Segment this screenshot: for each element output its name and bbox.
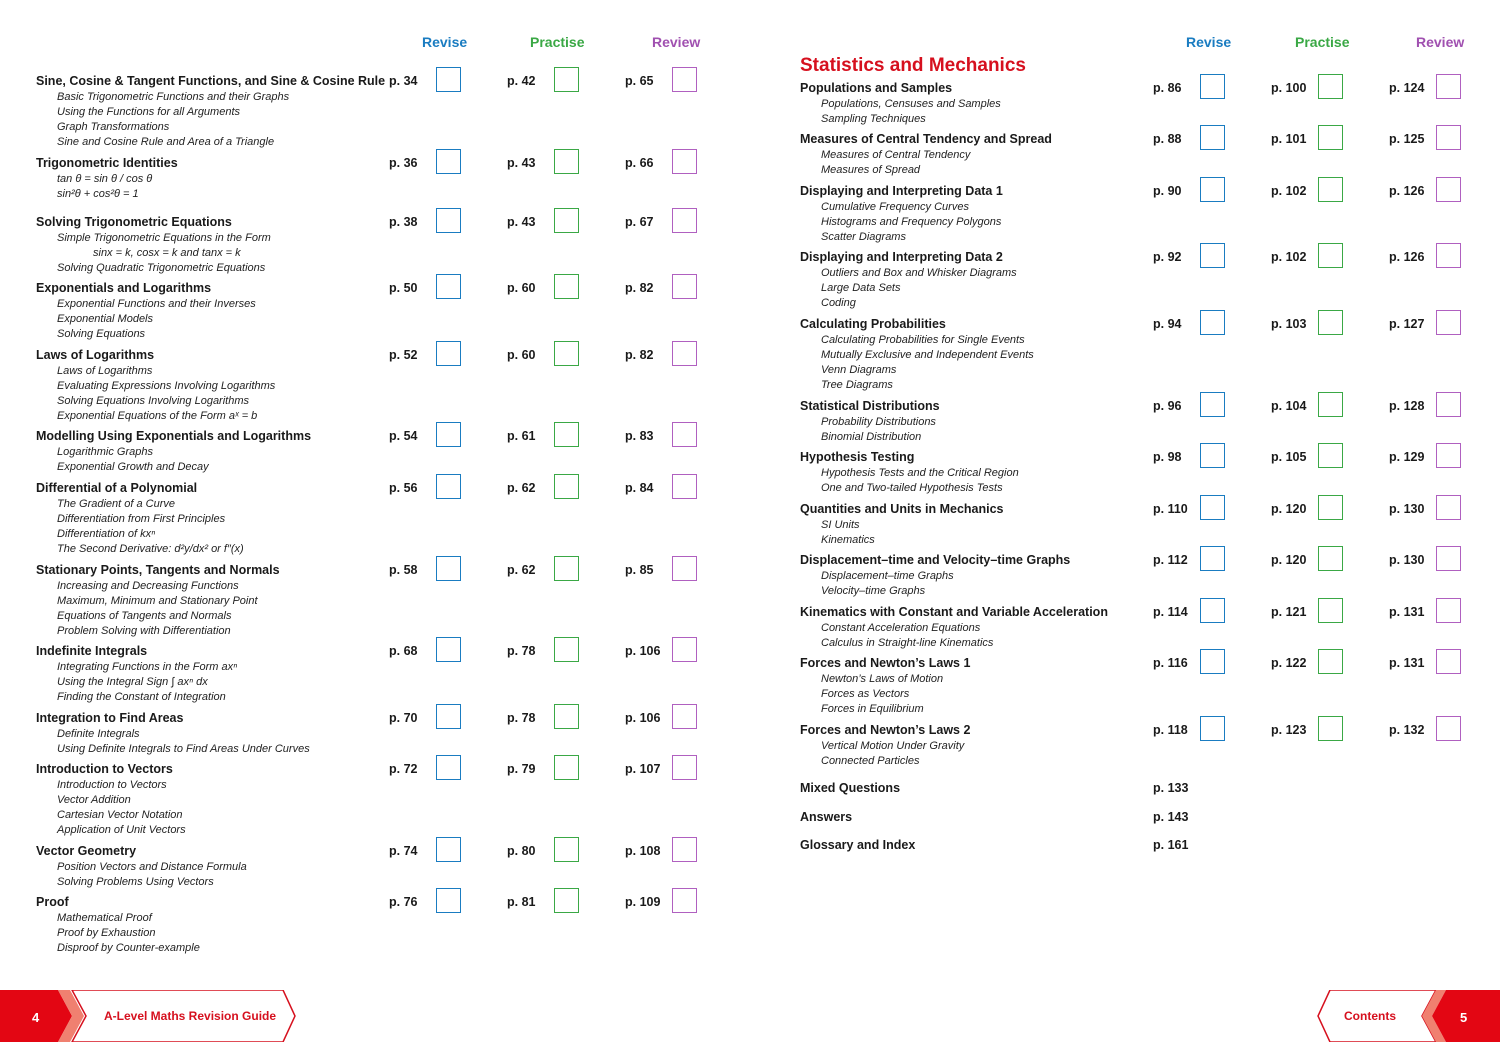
subtopic: Tree Diagrams [821, 379, 893, 392]
practise-checkbox[interactable] [554, 888, 579, 913]
review-page: p. 107 [625, 762, 661, 776]
topic-title: Indefinite Integrals [36, 644, 148, 658]
practise-page: p. 123 [1271, 723, 1307, 737]
review-page: p. 126 [1389, 250, 1425, 264]
subtopic: Equations of Tangents and Normals [57, 610, 232, 623]
subtopic: Venn Diagrams [821, 364, 897, 377]
review-page: p. 131 [1389, 605, 1425, 619]
revise-page: p. 72 [389, 762, 418, 776]
practise-checkbox[interactable] [554, 755, 579, 780]
subtopic: Cumulative Frequency Curves [821, 201, 969, 213]
subtopic: Maximum, Minimum and Stationary Point [57, 595, 258, 608]
subtopic: Constant Acceleration Equations [821, 622, 981, 634]
revise-page: p. 88 [1153, 132, 1182, 146]
review-page: p. 130 [1389, 502, 1425, 516]
subtopic: Vector Addition [57, 794, 131, 807]
subtopic: Vertical Motion Under Gravity [821, 740, 965, 752]
revise-checkbox[interactable] [1200, 546, 1225, 571]
practise-page: p. 121 [1271, 605, 1307, 619]
review-checkbox[interactable] [1436, 443, 1461, 468]
revise-page: p. 50 [389, 281, 418, 295]
revise-page: p. 86 [1153, 81, 1182, 95]
practise-checkbox[interactable] [1318, 598, 1343, 623]
practise-checkbox[interactable] [554, 208, 579, 233]
practise-page: p. 60 [507, 348, 536, 362]
review-page: p. 83 [625, 429, 654, 443]
review-checkbox[interactable] [1436, 546, 1461, 571]
subtopic: Introduction to Vectors [57, 779, 167, 791]
subtopic: Forces in Equilibrium [821, 703, 924, 716]
topic-title: Differential of a Polynomial [36, 481, 198, 495]
review-checkbox[interactable] [672, 67, 697, 92]
topic-title: Modelling Using Exponentials and Logarithms [36, 429, 312, 443]
topic-subtopics [821, 672, 943, 717]
subtopic: Probability Distributions [821, 416, 936, 428]
subtopic: Hypothesis Tests and the Critical Region [821, 467, 1019, 479]
topic-title: Displacement–time and Velocity–time Graphs [800, 553, 1071, 567]
revise-page: p. 114 [1153, 605, 1188, 619]
subtopic: Kinematics [821, 534, 875, 547]
topic-subtopics [57, 231, 271, 276]
revise-checkbox[interactable] [1200, 177, 1225, 202]
subtopic: Logarithmic Graphs [57, 446, 153, 458]
subtopic: SI Units [821, 519, 860, 531]
review-page: p. 130 [1389, 553, 1425, 567]
topic-subtopics [57, 445, 209, 475]
revise-page: p. 116 [1153, 656, 1188, 670]
subtopic: Differentiation of kxⁿ [57, 528, 156, 541]
review-checkbox[interactable] [1436, 716, 1461, 741]
subtopic: Exponential Growth and Decay [57, 461, 209, 474]
topic-title: Trigonometric Identities [36, 156, 178, 170]
review-checkbox[interactable] [672, 208, 697, 233]
topic-title: Displaying and Interpreting Data 2 [800, 250, 1003, 264]
topic-subtopics [821, 97, 1001, 127]
review-page: p. 106 [625, 711, 661, 725]
practise-checkbox[interactable] [554, 837, 579, 862]
extra-page: p. 143 [1153, 810, 1189, 824]
subtopic: Definite Integrals [57, 728, 140, 740]
practise-checkbox[interactable] [554, 422, 579, 447]
revise-checkbox[interactable] [436, 474, 461, 499]
practise-page: p. 102 [1271, 184, 1307, 198]
review-checkbox[interactable] [672, 274, 697, 299]
revise-page: p. 56 [389, 481, 418, 495]
practise-page: p. 100 [1271, 81, 1307, 95]
revise-page: p. 90 [1153, 184, 1182, 198]
review-checkbox[interactable] [1436, 649, 1461, 674]
revise-page: p. 98 [1153, 450, 1182, 464]
practise-checkbox[interactable] [1318, 392, 1343, 417]
revise-page: p. 96 [1153, 399, 1182, 413]
extra-title: Glossary and Index [800, 838, 916, 852]
subtopic: Calculating Probabilities for Single Events [821, 334, 1025, 346]
practise-checkbox[interactable] [554, 556, 579, 581]
topic-subtopics [57, 297, 256, 342]
review-checkbox[interactable] [672, 837, 697, 862]
review-page: p. 106 [625, 644, 661, 658]
subtopic: Mathematical Proof [57, 912, 152, 924]
practise-page: p. 79 [507, 762, 536, 776]
revise-page: p. 76 [389, 895, 418, 909]
topic-subtopics [821, 333, 1034, 393]
topic-title: Integration to Find Areas [36, 711, 184, 725]
review-page: p. 67 [625, 215, 654, 229]
topic-title: Populations and Samples [800, 81, 953, 95]
revise-checkbox[interactable] [436, 556, 461, 581]
revise-page: p. 38 [389, 215, 418, 229]
review-checkbox[interactable] [672, 341, 697, 366]
subtopic: Solving Equations Involving Logarithms [57, 395, 250, 408]
revise-checkbox[interactable] [436, 149, 461, 174]
subtopic: Disproof by Counter-example [57, 942, 200, 955]
revise-checkbox[interactable] [436, 208, 461, 233]
subtopic: Solving Equations [57, 328, 146, 341]
topic-subtopics [57, 172, 152, 202]
practise-checkbox[interactable] [554, 637, 579, 662]
practise-page: p. 80 [507, 844, 536, 858]
topic-title: Measures of Central Tendency and Spread [800, 132, 1052, 146]
review-page: p. 84 [625, 481, 654, 495]
review-page: p. 126 [1389, 184, 1425, 198]
subtopic: Problem Solving with Differentiation [57, 625, 231, 638]
footer-left-title: A-Level Maths Revision Guide [104, 1009, 277, 1023]
practise-page: p. 120 [1271, 502, 1307, 516]
revise-checkbox[interactable] [1200, 716, 1225, 741]
subtopic: Using the Integral Sign ∫ axⁿ dx [57, 676, 208, 689]
practise-checkbox[interactable] [554, 341, 579, 366]
review-header-left: Review [652, 34, 701, 50]
subtopic: Scatter Diagrams [821, 231, 906, 244]
review-page: p. 132 [1389, 723, 1425, 737]
topic-subtopics [821, 621, 993, 651]
revise-page: p. 68 [389, 644, 418, 658]
revise-header-right: Revise [1186, 34, 1232, 50]
practise-checkbox[interactable] [1318, 310, 1343, 335]
practise-checkbox[interactable] [1318, 125, 1343, 150]
practise-page: p. 120 [1271, 553, 1307, 567]
revise-checkbox[interactable] [1200, 310, 1225, 335]
topic-subtopics [821, 739, 964, 769]
subtopic: Large Data Sets [821, 282, 901, 295]
practise-page: p. 62 [507, 481, 536, 495]
subtopic: Connected Particles [821, 755, 920, 768]
topic-subtopics [57, 364, 275, 424]
review-page: p. 127 [1389, 317, 1425, 331]
topic-title: Quantities and Units in Mechanics [800, 502, 1004, 516]
subtopic: Simple Trigonometric Equations in the Form [57, 232, 271, 244]
subtopic: Application of Unit Vectors [57, 824, 186, 837]
revise-checkbox[interactable] [436, 67, 461, 92]
practise-page: p. 61 [507, 429, 536, 443]
review-page: p. 66 [625, 156, 654, 170]
topic-title: Statistical Distributions [800, 399, 940, 413]
practise-checkbox[interactable] [554, 274, 579, 299]
practise-checkbox[interactable] [1318, 649, 1343, 674]
review-checkbox[interactable] [1436, 392, 1461, 417]
topic-title: Solving Trigonometric Equations [36, 215, 232, 229]
revise-page: p. 54 [389, 429, 418, 443]
review-checkbox[interactable] [672, 149, 697, 174]
subtopic: The Second Derivative: d²y/dx² or f″(x) [57, 543, 244, 556]
topic-subtopics [821, 466, 1019, 496]
subtopic: Solving Quadratic Trigonometric Equations [57, 262, 266, 275]
revise-checkbox[interactable] [1200, 125, 1225, 150]
revise-page: p. 70 [389, 711, 418, 725]
practise-page: p. 104 [1271, 399, 1307, 413]
revise-checkbox[interactable] [1200, 495, 1225, 520]
footer-left-page-number: 4 [32, 1010, 40, 1025]
topic-title: Sine, Cosine & Tangent Functions, and Sine & Cosine Rule [36, 74, 386, 88]
topic-subtopics [57, 778, 186, 838]
topic-subtopics [821, 200, 1001, 245]
review-checkbox[interactable] [1436, 495, 1461, 520]
revise-checkbox[interactable] [436, 755, 461, 780]
topic-title: Vector Geometry [36, 844, 137, 858]
topic-subtopics [57, 579, 258, 639]
revise-page: p. 112 [1153, 553, 1188, 567]
subtopic: Finding the Constant of Integration [57, 691, 226, 704]
extra-title: Answers [800, 810, 853, 824]
review-page: p. 129 [1389, 450, 1425, 464]
revise-checkbox[interactable] [436, 341, 461, 366]
review-page: p. 125 [1389, 132, 1425, 146]
revise-checkbox[interactable] [436, 888, 461, 913]
subtopic: Cartesian Vector Notation [57, 809, 183, 822]
topic-title: Displaying and Interpreting Data 1 [800, 184, 1003, 198]
section-title: Statistics and Mechanics [800, 55, 1026, 76]
revise-checkbox[interactable] [1200, 649, 1225, 674]
topic-title: Laws of Logarithms [36, 348, 155, 362]
subtopic: Displacement–time Graphs [821, 570, 954, 582]
review-checkbox[interactable] [672, 422, 697, 447]
revise-checkbox[interactable] [1200, 392, 1225, 417]
subtopic: One and Two-tailed Hypothesis Tests [821, 482, 1003, 495]
review-checkbox[interactable] [1436, 310, 1461, 335]
practise-page: p. 43 [507, 156, 536, 170]
subtopic: Basic Trigonometric Functions and their Graphs [57, 91, 290, 103]
revise-checkbox[interactable] [1200, 443, 1225, 468]
topic-subtopics [57, 660, 237, 705]
revise-checkbox[interactable] [436, 837, 461, 862]
revise-header-left: Revise [422, 34, 468, 50]
revise-page: p. 118 [1153, 723, 1188, 737]
revise-page: p. 58 [389, 563, 418, 577]
topic-subtopics [57, 727, 310, 757]
subtopic: Proof by Exhaustion [57, 927, 156, 940]
review-checkbox[interactable] [672, 474, 697, 499]
extra-page: p. 133 [1153, 781, 1189, 795]
review-page: p. 109 [625, 895, 661, 909]
topic-subtopics [821, 518, 875, 548]
subtopic: Laws of Logarithms [57, 365, 153, 377]
subtopic: Exponential Models [57, 313, 154, 326]
topic-title: Stationary Points, Tangents and Normals [36, 563, 280, 577]
topic-title: Forces and Newton’s Laws 1 [800, 656, 971, 670]
subtopic: Solving Problems Using Vectors [57, 876, 214, 889]
revise-page: p. 34 [389, 74, 418, 88]
subtopic: Using Definite Integrals to Find Areas Under Curves [57, 743, 310, 756]
practise-checkbox[interactable] [554, 67, 579, 92]
subtopic: Measures of Central Tendency [821, 149, 971, 161]
practise-page: p. 105 [1271, 450, 1307, 464]
extra-page: p. 161 [1153, 838, 1189, 852]
review-checkbox[interactable] [1436, 243, 1461, 268]
subtopic: Mutually Exclusive and Independent Events [821, 349, 1034, 362]
practise-header-right: Practise [1295, 34, 1350, 50]
review-page: p. 82 [625, 281, 654, 295]
revise-page: p. 94 [1153, 317, 1182, 331]
subtopic: Coding [821, 297, 856, 310]
review-page: p. 128 [1389, 399, 1425, 413]
subtopic: Sampling Techniques [821, 113, 926, 126]
review-header-right: Review [1416, 34, 1465, 50]
practise-checkbox[interactable] [1318, 546, 1343, 571]
practise-page: p. 101 [1271, 132, 1307, 146]
subtopic: sinx = k, cosx = k and tanx = k [93, 247, 241, 260]
review-page: p. 131 [1389, 656, 1425, 670]
review-page: p. 85 [625, 563, 654, 577]
practise-page: p. 78 [507, 644, 536, 658]
practise-header-left: Practise [530, 34, 585, 50]
review-checkbox[interactable] [1436, 177, 1461, 202]
review-checkbox[interactable] [1436, 125, 1461, 150]
subtopic: Histograms and Frequency Polygons [821, 216, 1002, 229]
revise-checkbox[interactable] [436, 422, 461, 447]
review-checkbox[interactable] [1436, 598, 1461, 623]
subtopic: Increasing and Decreasing Functions [57, 580, 239, 592]
practise-page: p. 62 [507, 563, 536, 577]
subtopic: Evaluating Expressions Involving Logarithms [57, 380, 276, 393]
subtopic: Differentiation from First Principles [57, 513, 226, 526]
review-checkbox[interactable] [672, 888, 697, 913]
extra-title: Mixed Questions [800, 781, 901, 795]
practise-page: p. 43 [507, 215, 536, 229]
revise-page: p. 52 [389, 348, 418, 362]
revise-page: p. 74 [389, 844, 418, 858]
revise-page: p. 110 [1153, 502, 1188, 516]
topic-title: Forces and Newton’s Laws 2 [800, 723, 971, 737]
practise-checkbox[interactable] [554, 149, 579, 174]
review-page: p. 82 [625, 348, 654, 362]
practise-page: p. 42 [507, 74, 536, 88]
topic-subtopics [821, 569, 954, 599]
topic-title: Introduction to Vectors [36, 762, 173, 776]
review-page: p. 124 [1389, 81, 1425, 95]
topic-subtopics [57, 90, 289, 150]
topic-subtopics [57, 860, 247, 890]
practise-page: p. 122 [1271, 656, 1307, 670]
revise-checkbox[interactable] [436, 637, 461, 662]
practise-page: p. 60 [507, 281, 536, 295]
revise-checkbox[interactable] [1200, 74, 1225, 99]
footer-right-page-number: 5 [1460, 1010, 1468, 1025]
revise-page: p. 92 [1153, 250, 1182, 264]
review-checkbox[interactable] [672, 755, 697, 780]
topic-subtopics [821, 148, 970, 178]
practise-checkbox[interactable] [1318, 443, 1343, 468]
subtopic: The Gradient of a Curve [57, 498, 176, 510]
subtopic: Forces as Vectors [821, 688, 910, 701]
practise-page: p. 78 [507, 711, 536, 725]
review-checkbox[interactable] [1436, 74, 1461, 99]
review-page: p. 108 [625, 844, 661, 858]
practise-checkbox[interactable] [1318, 177, 1343, 202]
topic-title: Proof [36, 895, 69, 909]
topic-title: Calculating Probabilities [800, 317, 946, 331]
practise-checkbox[interactable] [1318, 495, 1343, 520]
practise-page: p. 102 [1271, 250, 1307, 264]
subtopic: Integrating Functions in the Form axⁿ [57, 661, 238, 673]
topic-subtopics [57, 911, 200, 956]
subtopic: Sine and Cosine Rule and Area of a Triangle [57, 136, 275, 149]
subtopic: Position Vectors and Distance Formula [57, 861, 247, 873]
subtopic: Graph Transformations [57, 121, 170, 134]
subtopic: Populations, Censuses and Samples [821, 98, 1001, 110]
subtopic: sin²θ + cos²θ = 1 [57, 188, 139, 201]
topic-subtopics [821, 415, 936, 445]
practise-checkbox[interactable] [554, 704, 579, 729]
revise-page: p. 36 [389, 156, 418, 170]
practise-page: p. 81 [507, 895, 536, 909]
subtopic: Measures of Spread [821, 164, 921, 177]
subtopic: Velocity–time Graphs [821, 585, 926, 598]
subtopic: Newton’s Laws of Motion [821, 673, 944, 685]
subtopic: Calculus in Straight-line Kinematics [821, 637, 994, 650]
revise-checkbox[interactable] [436, 274, 461, 299]
practise-checkbox[interactable] [1318, 74, 1343, 99]
topic-subtopics [57, 497, 244, 557]
subtopic: Exponential Functions and their Inverses [57, 298, 256, 310]
practise-checkbox[interactable] [554, 474, 579, 499]
revise-checkbox[interactable] [1200, 243, 1225, 268]
practise-page: p. 103 [1271, 317, 1307, 331]
revise-checkbox[interactable] [1200, 598, 1225, 623]
subtopic: Outliers and Box and Whisker Diagrams [821, 267, 1017, 279]
review-checkbox[interactable] [672, 637, 697, 662]
subtopic: Using the Functions for all Arguments [57, 106, 241, 119]
topic-title: Exponentials and Logarithms [36, 281, 212, 295]
topic-title: Hypothesis Testing [800, 450, 915, 464]
practise-checkbox[interactable] [1318, 716, 1343, 741]
subtopic: tan θ = sin θ / cos θ [57, 173, 153, 185]
practise-checkbox[interactable] [1318, 243, 1343, 268]
review-checkbox[interactable] [672, 556, 697, 581]
footer-right-title: Contents [1344, 1009, 1396, 1023]
topic-title: Kinematics with Constant and Variable Acceleration [800, 605, 1108, 619]
review-page: p. 65 [625, 74, 654, 88]
topic-subtopics [821, 266, 1017, 311]
review-checkbox[interactable] [672, 704, 697, 729]
revise-checkbox[interactable] [436, 704, 461, 729]
subtopic: Binomial Distribution [821, 431, 922, 444]
subtopic: Exponential Equations of the Form aˣ = b [57, 410, 258, 423]
